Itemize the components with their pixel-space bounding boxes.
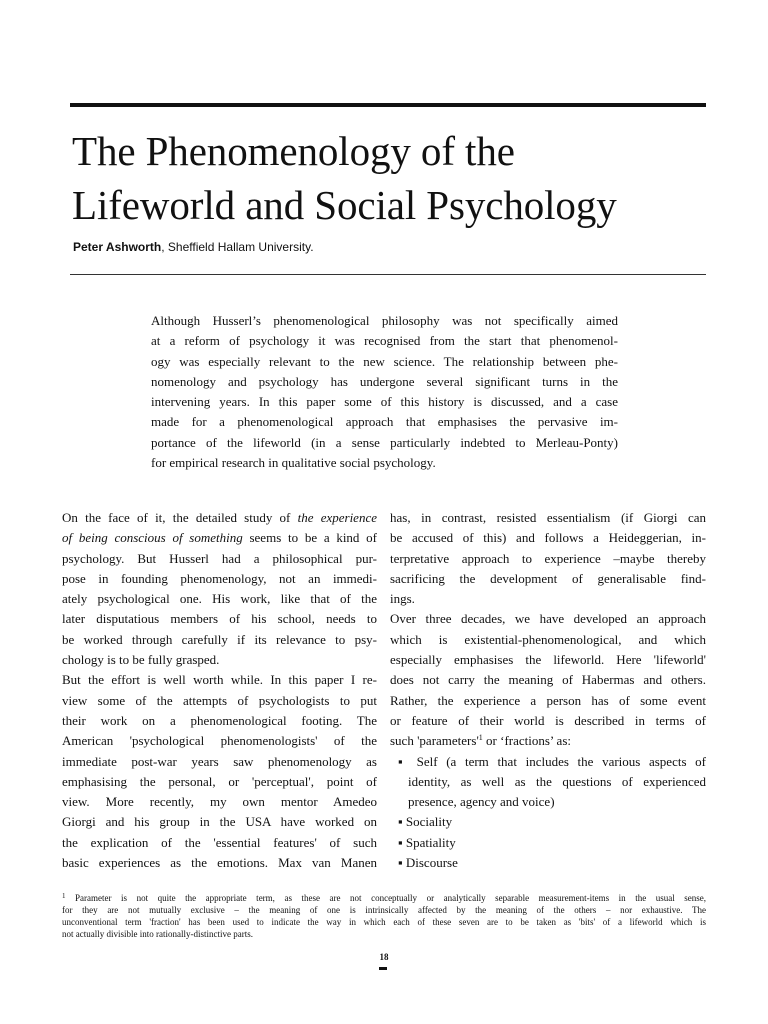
body-line — [390, 731, 706, 751]
body-line: psychology. But Husserl had a philosophical pur- — [62, 550, 377, 566]
bullet-item: ▪ Self (a term that includes the various aspects of — [398, 753, 706, 769]
body-line: ings. — [390, 591, 415, 607]
body-line — [62, 528, 377, 548]
abstract-line: made for a phenomenological approach that emphasises the pervasive im- — [151, 414, 618, 430]
footnote-line — [62, 892, 706, 904]
body-line: be accused of this) and follows a Heideggerian, in- — [390, 530, 706, 546]
bullet-item: ▪ Sociality — [398, 814, 453, 830]
body-text: seems to be a kind of — [242, 530, 377, 546]
footnote-ref[interactable]: 1 — [478, 733, 483, 743]
abstract-line: portance of the lifeworld (in a sense particularly indebted to Merleau-Ponty) — [151, 434, 618, 450]
body-line: chology is to be fully grasped. — [62, 652, 220, 668]
abstract-line: for empirical research in qualitative social psychology. — [151, 454, 436, 470]
body-line: the explication of the 'essential features' of such — [62, 834, 377, 850]
body-line: be worked through carefully if its relevance to psy- — [62, 631, 377, 647]
body-line: American 'psychological phenomenologists' of the — [62, 733, 377, 749]
abstract-line: at a reform of psychology it was recognised from the start that phenomenol- — [151, 333, 618, 349]
body-line: ately psychological one. His work, like that of the — [62, 591, 377, 607]
body-line: view. More recently, my own mentor Amedeo — [62, 794, 377, 810]
body-line: does not carry the meaning of Habermas and others. — [390, 672, 706, 688]
body-line — [62, 508, 377, 528]
body-column-right — [390, 508, 706, 873]
bullet-item: ▪ Spatiality — [398, 834, 456, 850]
abstract-line: intervening years. In this paper some of this history is discussed, and a case — [151, 394, 618, 409]
abstract — [151, 311, 618, 473]
header-divider — [70, 274, 706, 275]
body-line: view some of the attempts of psychologists to put — [62, 692, 377, 708]
body-line: terpretative approach to experience –maybe thereby — [390, 550, 706, 566]
bullet-item: ▪ Discourse — [398, 855, 458, 871]
bullet-continuation: identity, as well as the questions of experienced — [408, 773, 706, 789]
body-line: immediate post-war years saw phenomenology as — [62, 753, 377, 769]
article-title — [72, 124, 712, 232]
body-line: later disputatious members of his school, needs to — [62, 611, 377, 627]
byline — [73, 239, 314, 255]
body-line: which is existential-phenomenological, and which — [390, 631, 706, 647]
footnote-line: unconventional term 'fraction' has been used to indicate the way in which each of these seven are to be taken as 'bits' of a lifeworld which is — [62, 917, 706, 927]
body-line: Giorgi and his group in the USA have worked on — [62, 814, 377, 830]
body-line: Rather, the experience a person has of some event — [390, 692, 706, 708]
abstract-line: ogy was especially relevant to the new science. The relationship between phe- — [151, 353, 618, 369]
body-line: especially emphasises the lifeworld. Here 'lifeworld' — [390, 652, 706, 668]
bullet-continuation: presence, agency and voice) — [408, 794, 555, 810]
italic-text: the experience — [297, 510, 377, 525]
body-line: or feature of their world is described in terms of — [390, 712, 706, 728]
page-mark — [379, 967, 387, 970]
footnote-line: for they are not mutually exclusive – the meaning of one is intrinsically affected by the meaning of the others – nor exhaustive. The — [62, 905, 706, 915]
body-line: But the effort is well worth while. In this paper I re- — [62, 672, 377, 688]
footnote-text: Parameter is not quite the appropriate term, as these are not conceptually or analytically separable measurement-items in the usual sense, — [65, 893, 706, 903]
title-line: The Phenomenology of the — [72, 128, 515, 174]
author-name: Peter Ashworth — [73, 240, 162, 254]
abstract-line: Although Husserl’s phenomenological philosophy was not specifically aimed — [151, 313, 618, 328]
top-rule — [70, 103, 706, 107]
body-line: pose in founding phenomenology, not an immedi- — [62, 570, 377, 586]
title-line: Lifeworld and Social Psychology — [72, 182, 617, 228]
body-line: Over three decades, we have developed an approach — [390, 611, 706, 627]
body-text: such 'parameters' — [390, 733, 479, 749]
body-line: emphasising the personal, or 'perceptual', point of — [62, 773, 377, 789]
author-affiliation: , Sheffield Hallam University. — [161, 240, 314, 254]
body-line: basic experiences as the emotions. Max van Manen — [62, 855, 377, 871]
italic-text: of being conscious of something — [62, 530, 243, 546]
body-line: their work on a phenomenological footing. The — [62, 712, 377, 728]
abstract-line: nomenology and psychology has undergone several significant turns in the — [151, 373, 618, 389]
body-column-left — [62, 508, 377, 873]
body-line: has, in contrast, resisted essentialism (if Giorgi can — [390, 510, 706, 525]
footnote — [62, 892, 706, 940]
footnote-marker: 1 — [62, 892, 66, 900]
page-number: 18 — [379, 952, 389, 962]
body-text: On the face of it, the detailed study of — [62, 510, 298, 525]
footnote-line: not actually divisible into rationally-distinctive parts. — [62, 929, 253, 939]
body-line: sacrificing the development of generalisable find- — [390, 570, 706, 586]
body-text: or ‘fractions’ as: — [482, 733, 571, 749]
